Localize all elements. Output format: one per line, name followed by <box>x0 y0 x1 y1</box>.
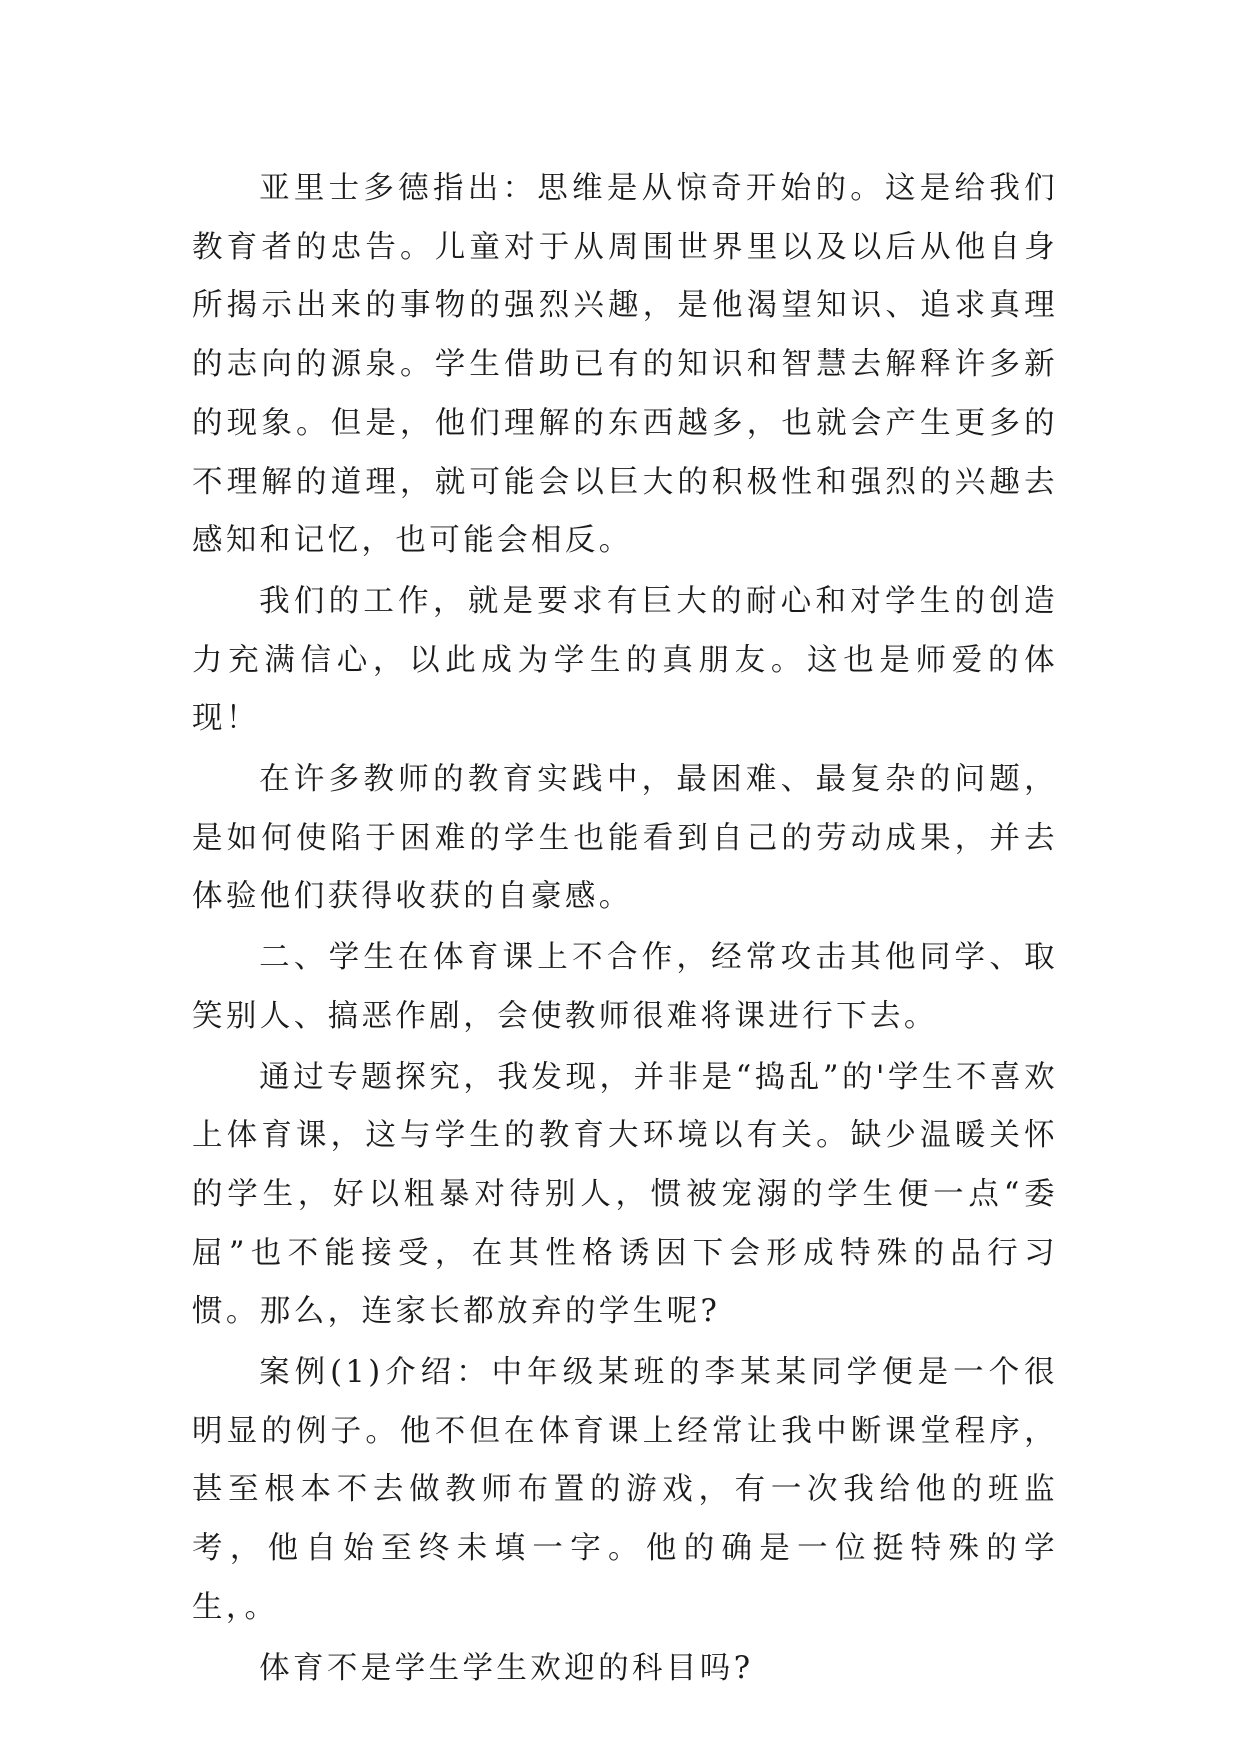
paragraph-case-one: 案例(1)介绍：中年级某班的李某某同学便是一个很明显的例子。他不但在体育课上经常让我中断课堂程序，甚至根本不去做教师布置的游戏，有一次我给他的班监考，他自始至终未填一字。他的确是一位挺特殊的学生，。 <box>192 1355 1058 1625</box>
paragraph-patience: 我们的工作，就是要求有巨大的耐心和对学生的创造力充满信心，以此成为学生的真朋友。这也是师爱的体现！ <box>192 583 1058 737</box>
paragraph-section-two: 二、学生在体育课上不合作，经常攻击其他同学、取笑别人、搞恶作剧，会使教师很难将课进行下去。 <box>192 940 1058 1034</box>
paragraph-question: 体育不是学生学生欢迎的科目吗? <box>259 1650 754 1686</box>
paragraph-research-finding: 通过专题探究，我发现，并非是“捣乱”的'学生不喜欢上体育课，这与学生的教育大环境以有关。缺少温暖关怀的学生，好以粗暴对待别人，惯被宠溺的学生便一点“委屈”也不能接受，在其性格诱因下会形成特殊的品行习惯。那么，连家长都放弃的学生呢? <box>192 1059 1058 1330</box>
paragraph-aristotle: 亚里士多德指出：思维是从惊奇开始的。这是给我们教育者的忠告。儿童对于从周围世界里以及以后从他自身所揭示出来的事物的强烈兴趣，是他渴望知识、追求真理的志向的源泉。学生借助已有的知识和智慧去解释许多新的现象。但是，他们理解的东西越多，也就会产生更多的不理解的道理，就可能会以巨大的积极性和强烈的兴趣去感知和记忆，也可能会相反。 <box>192 171 1058 559</box>
paragraph-difficult-problem: 在许多教师的教育实践中，最困难、最复杂的问题，是如何使陷于困难的学生也能看到自己的劳动成果，并去体验他们获得收获的自豪感。 <box>192 762 1058 915</box>
document-body <box>192 160 1058 1700</box>
